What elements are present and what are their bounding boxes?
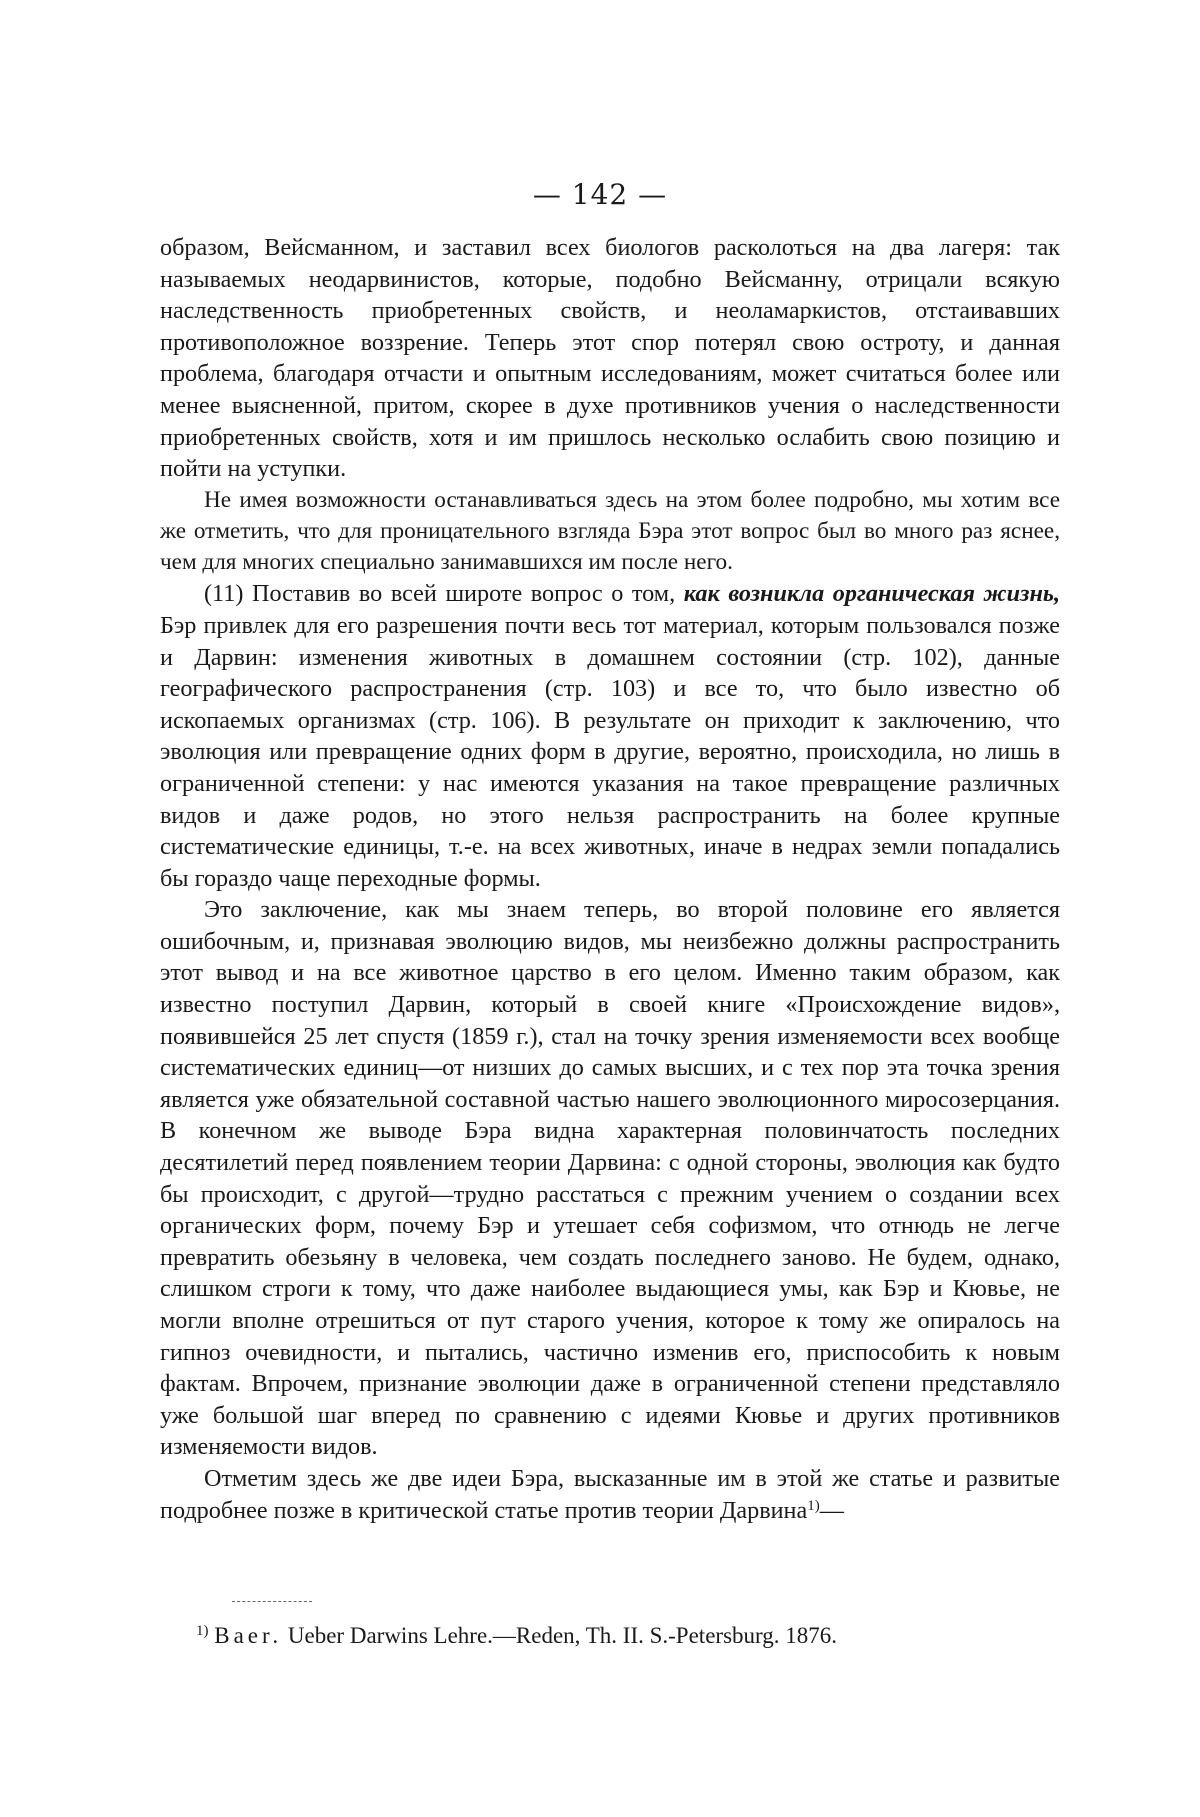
footnote-author: Baer. [214, 1623, 283, 1648]
footnote-mark: 1) [196, 1623, 209, 1639]
paragraph-5-text: Отметим здесь же две идеи Бэра, высказанные им в этой же статье и развитые подробнее позже в критической статье против теории Дарвина [160, 1464, 1060, 1524]
paragraph-5 [160, 1463, 1060, 1526]
paragraph-2: Не имея возможности останавливаться здесь на этом более подробно, мы хотим все же отметить, что для проницательного взгляда Бэра этот вопрос был во много раз яснее, чем для многих специально занимавшихся им после него. [160, 486, 1060, 576]
footnote-text: Ueber Darwins Lehre.—Reden, Th. II. S.-Petersburg. 1876. [282, 1623, 838, 1648]
footnote-reference: 1) [807, 1497, 820, 1514]
page-number: — 142 — [532, 178, 668, 211]
paragraph-4: Это заключение, как мы знаем теперь, во второй половине его является ошибочным, и, признавая эволюцию видов, мы неизбежно должны распространить этот вывод и на все животное царство в его целом. Именно таким образом, как известно поступил Дарвин, который в своей книге «Происхождение видов», появившейся 25 лет спустя (1859 г.), стал на точку зрения изменяемости всех вообще систематических единиц—от низших до самых высших, и с тех пор эта точка зрения является уже обязательной составной частью нашего эволюционного миросозерцания. В конечном же выводе Бэра видна характерная половинчатость последних десятилетий перед появлением теории Дарвина: с одной стороны, эволюция как будто бы происходит, с другой—трудно расстаться с прежним учением о создании всех органических форм, почему Бэр и утешает себя софизмом, что отнюдь не легче превратить обезьяну в человека, чем создать последнего заново. Не будем, однако, слишком строги к тому, что даже наиболее выдающиеся умы, как Бэр и Кювье, не могли вполне отрешиться от пут старого учения, которое к тому же опиралось на гипноз очевидности, и пытались, частично изменив его, приспособить к новым фактам. Впрочем, признание эволюции даже в ограниченной степени представляло уже большой шаг вперед по сравнению с идеями Кювье и других противников изменяемости видов. [160, 896, 1060, 1461]
paragraph-3-emphasis: как возникла органическая жизнь, [683, 580, 1060, 608]
body-text [160, 232, 1060, 1526]
paragraph-3-lead: (11) Поставив во всей широте вопрос о том, [204, 580, 684, 608]
paragraph-5-tail: — [819, 1496, 844, 1524]
paragraph-3-rest: Бэр привлек для его разрешения почти весь тот материал, которым пользовался позже и Дарвин: изменения животных в домашнем состоянии (стр. 102), данные географического распространения (стр. 103) и все то, что было известно об ископаемых организмах (стр. 106). В результате он приходит к заключению, что эволюция или превращение одних форм в другие, вероятно, происходила, но лишь в ограниченной степени: у нас имеются указания на такое превращение различных видов и даже родов, но этого нельзя распространить на более крупные систематические единицы, т.-е. на всех животных, иначе в недрах земли попадались бы гораздо чаще переходные формы. [160, 611, 1060, 892]
paragraph-1: образом, Вейсманном, и заставил всех биологов расколоться на два лагеря: так называемых неодарвинистов, которые, подобно Вейсманну, отрицали всякую наследственность приобретенных свойств, и неоламаркистов, отстаивавших противоположное воззрение. Теперь этот спор потерял свою остроту, и данная проблема, благодаря отчасти и опытным исследованиям, может считаться более или менее выясненной, притом, скорее в духе противников учения о наследственности приобретенных свойств, хотя и им пришлось несколько ослабить свою позицию и пойти на уступки. [160, 234, 1060, 483]
paragraph-3 [160, 578, 1060, 894]
footnote [196, 1621, 1060, 1651]
footnote-divider [232, 1601, 312, 1602]
